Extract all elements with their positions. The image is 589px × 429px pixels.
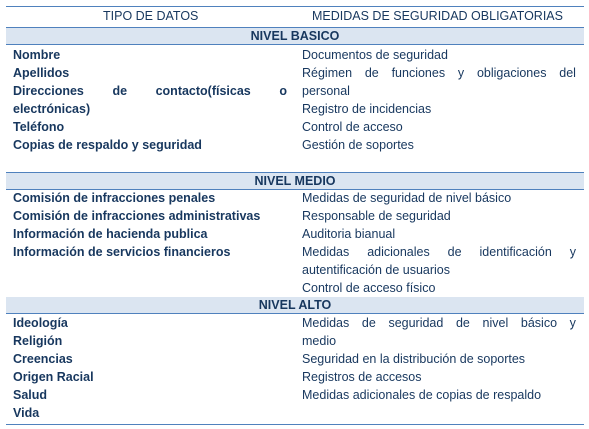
data-type-item: Teléfono (13, 120, 65, 134)
measure-item: Documentos de seguridad (302, 48, 448, 62)
word: identificación (479, 245, 552, 259)
section-title-basic: NIVEL BASICO (6, 28, 584, 44)
word: de (112, 84, 128, 98)
data-types-high (13, 314, 287, 422)
data-type-item (13, 82, 287, 100)
data-types-medium (13, 189, 287, 261)
data-type-item: Comisión de infracciones penales (13, 191, 216, 205)
data-type-item: Vida (13, 406, 40, 420)
word: adicionales (367, 245, 430, 259)
section-rule (6, 44, 584, 45)
data-type-item: Información de hacienda publica (13, 227, 208, 241)
measure-item: Registro de incidencias (302, 102, 432, 116)
measure-item: Auditoria bianual (302, 227, 396, 241)
measure-item (302, 64, 576, 82)
data-type-item: electrónicas) (13, 102, 91, 116)
top-rule (6, 6, 584, 7)
word: de (361, 316, 376, 330)
measure-item: medio (302, 334, 337, 348)
measure-item: Control de acceso físico (302, 281, 436, 295)
word: de (455, 316, 470, 330)
word: Medidas (302, 316, 350, 330)
measure-item: Registros de accesos (302, 370, 422, 384)
data-type-item: Copias de respaldo y seguridad (13, 138, 202, 152)
word: de (364, 66, 379, 80)
word: de (447, 245, 462, 259)
data-type-item: Salud (13, 388, 48, 402)
data-type-item: Origen Racial (13, 370, 94, 384)
word: Régimen (302, 66, 353, 80)
measure-item (302, 314, 576, 332)
measure-item: Seguridad en la distribución de soportes (302, 352, 526, 366)
data-type-item: Creencias (13, 352, 73, 366)
measure-item: Medidas adicionales de copias de respaldo (302, 388, 542, 402)
data-type-item: Información de servicios financieros (13, 245, 231, 259)
word: nivel (482, 316, 509, 330)
measure-item (302, 243, 576, 261)
data-type-item: Comisión de infracciones administrativas (13, 209, 261, 223)
word: seguridad (388, 316, 444, 330)
word: o (279, 84, 287, 98)
measure-item: Responsable de seguridad (302, 209, 451, 223)
section-title-medium: NIVEL MEDIO (6, 173, 584, 189)
word: y (569, 245, 576, 259)
word: y (457, 66, 465, 80)
data-types-basic (13, 46, 287, 154)
word: obligaciones (476, 66, 547, 80)
word: Medidas (302, 245, 350, 259)
measure-item: Gestión de soportes (302, 138, 414, 152)
measures-basic (302, 46, 576, 154)
header-security-measures: MEDIDAS DE SEGURIDAD OBLIGATORIAS (312, 9, 563, 23)
data-type-item: Ideología (13, 316, 68, 330)
measures-high (302, 314, 576, 404)
measure-item: autentificación de usuarios (302, 263, 451, 277)
word: y (569, 316, 576, 330)
measure-item: Medidas de seguridad de nivel básico (302, 191, 512, 205)
word: del (559, 66, 576, 80)
data-type-item: Apellidos (13, 66, 70, 80)
word: funciones (391, 66, 446, 80)
data-type-item: Nombre (13, 48, 61, 62)
word: contacto(físicas (155, 84, 251, 98)
word: básico (520, 316, 558, 330)
measure-item: Control de acceso (302, 120, 403, 134)
data-type-item: Religión (13, 334, 63, 348)
word: Direcciones (13, 84, 84, 98)
header-data-types: TIPO DE DATOS (103, 9, 199, 23)
section-title-high: NIVEL ALTO (6, 297, 584, 313)
measures-medium (302, 189, 576, 297)
bottom-rule (6, 424, 584, 425)
measure-item: personal (302, 84, 350, 98)
